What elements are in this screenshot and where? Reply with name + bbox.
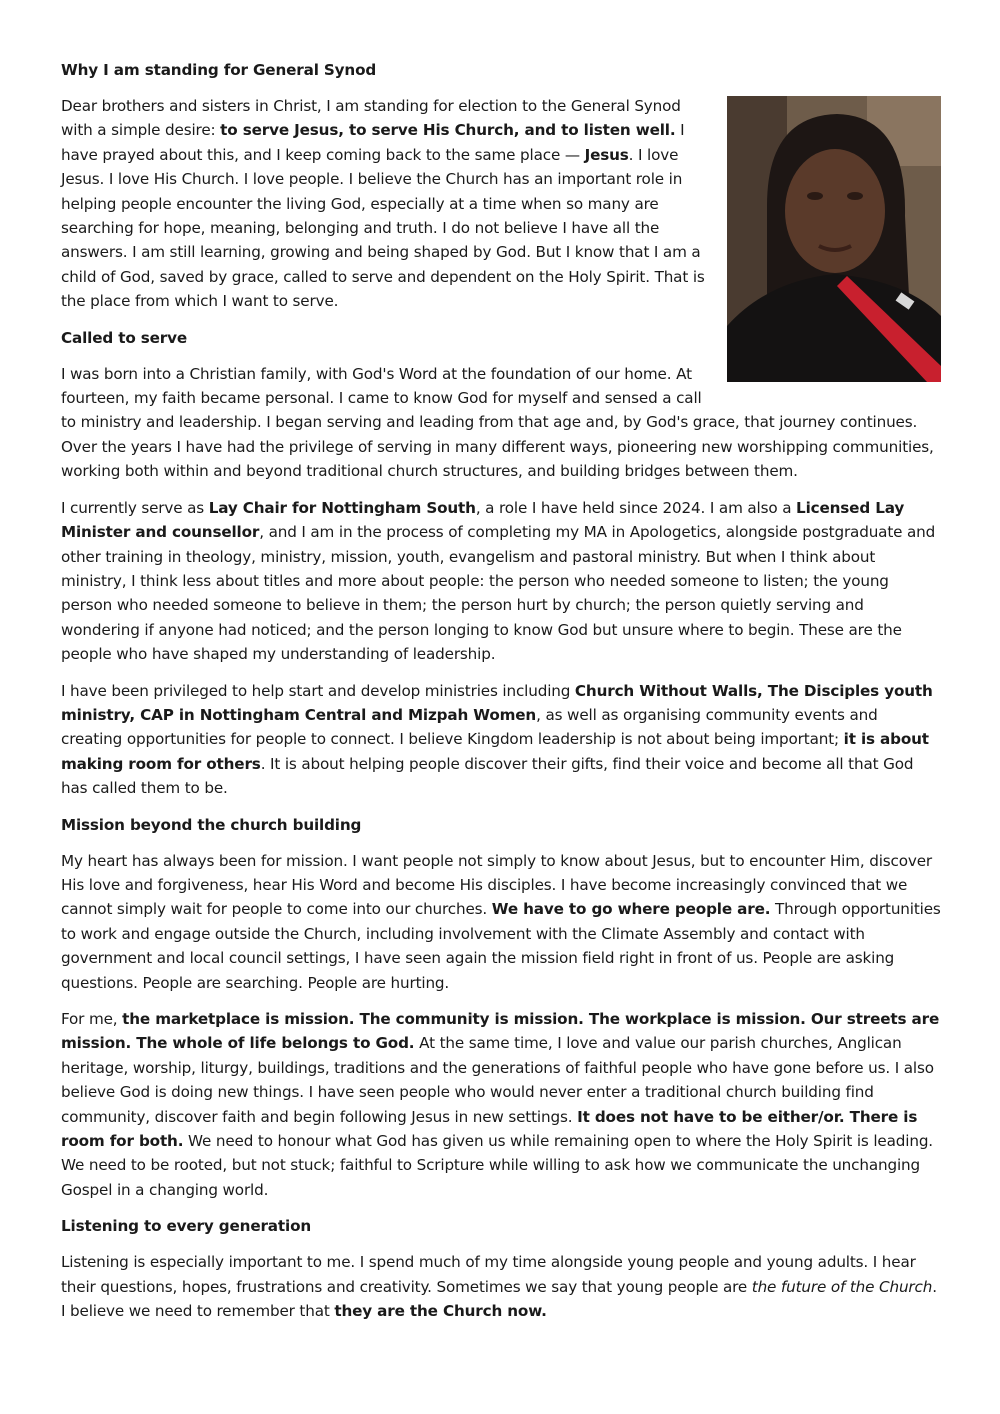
bold-text: Jesus xyxy=(584,145,629,164)
text-run: , a role I have held since 2024. I am also a xyxy=(475,498,797,517)
text-run: , as well as organising community events and creating opportunities for people to connect. I believe Kingdom leadership is not about being important; xyxy=(61,705,878,749)
bold-text: it is about making room for others xyxy=(61,730,929,773)
text-run: . I love Jesus. I love His Church. I love people. I believe the Church has an important role in helping people encounter the living God, especially at a time when so many are searching for hope, meaning, belonging and truth. I do not believe I have all the answers. I am still learning, growing and being shaped by God. But I know that I am a child of God, saved by grace, called to serve and dependent on the Holy Spirit. That is the place from which I want to serve. xyxy=(61,145,705,311)
text-run: For me, xyxy=(61,1010,123,1028)
paragraph xyxy=(61,849,941,995)
text-run: Through opportunities to work and engage outside the Church, including involvement with the Climate Assembly and contact with government and local council settings, I have seen again the mission field right in front of us. People are asking questions. People are searching. People are hurting. xyxy=(61,900,941,992)
candidate-portrait-photo xyxy=(727,96,941,382)
bold-text: It does not have to be either/or. There is room for both. xyxy=(61,1107,918,1151)
text-run: . It is about helping people discover their gifts, find their voice and become all that God has called them to be. xyxy=(61,754,914,798)
section-heading-called-to-serve: Called to serve xyxy=(61,328,188,347)
text-run: Dear brothers and sisters in Christ, I am standing for election to the General Synod with a simple desire: xyxy=(61,97,681,140)
text-run: At the same time, I love and value our parish churches, Anglican heritage, worship, liturgy, buildings, traditions and the generations of faithful people who have gone before us. I also believe God is doing new things. I have seen people who would never enter a traditional church building find community, discover faith and begin following Jesus in new settings. xyxy=(61,1034,934,1126)
text-run: We need to honour what God has given us while remaining open to where the Holy Spirit is leading. We need to be rooted, but not stuck; faithful to Scripture while willing to ask how we communicate the unchanging Gospel in a changing world. xyxy=(61,1132,933,1199)
paragraph xyxy=(61,1007,941,1202)
text-run: I currently serve as xyxy=(61,498,209,517)
bold-text: Lay Chair for Nottingham South xyxy=(208,498,476,517)
bold-text: to serve Jesus, to serve His Church, and to listen well. xyxy=(220,121,676,140)
paragraph xyxy=(61,1250,941,1323)
text-run: I have prayed about this, and I keep coming back to the same place — xyxy=(61,121,685,164)
text-run: I was born into a Christian family, with God's Word at the foundation of our home. At fourteen, my faith became personal. I came to know God for myself and sensed a call to ministry and leadership. I began serving and leading from that age and, by God's grace, that journey continues. Over the years I have had the privilege of serving in many different ways, pioneering new worshipping communities, working both within and beyond traditional church structures, and building bridges between them. xyxy=(61,364,934,481)
bold-text: Licensed Lay Minister and counsellor xyxy=(61,498,905,542)
section-heading-mission: Mission beyond the church building xyxy=(61,815,362,834)
text-run: My heart has always been for mission. I want people not simply to know about Jesus, but to encounter Him, discover His love and forgiveness, hear His Word and become His disciples. I have become increasingly convinced that we cannot simply wait for people to come into our churches. xyxy=(61,851,933,919)
text-run: Listening is especially important to me. I spend much of my time alongside young people and young adults. I hear their questions, hopes, frustrations and creativity. Sometimes we say that young people are xyxy=(61,1253,916,1296)
section-heading-listening: Listening to every generation xyxy=(61,1217,312,1236)
italic-text: the future of the Church xyxy=(751,1277,933,1296)
paragraph xyxy=(61,679,941,801)
text-run: I have been privileged to help start and develop ministries including xyxy=(61,681,575,700)
section-heading-why-standing: Why I am standing for General Synod xyxy=(61,61,377,79)
bold-text: the marketplace is mission. The community is mission. The workplace is mission. Our streets are mission. The whole of life belongs to God. xyxy=(61,1010,940,1053)
text-run: , and I am in the process of completing my MA in Apologetics, alongside postgraduate and other training in theology, ministry, mission, youth, evangelism and pastoral ministry. But when I think about ministry, I think less about titles and more about people: the person who needed someone to listen; the young person who needed someone to believe in them; the person hurt by church; the person quietly serving and wondering if anyone had noticed; and the person longing to know God but unsure where to begin. These are the people who have shaped my understanding of leadership. xyxy=(61,523,936,664)
document-body xyxy=(61,58,941,1335)
paragraph xyxy=(61,496,941,667)
bold-text: Church Without Walls, The Disciples youth ministry, CAP in Nottingham Central and Mizpah Women xyxy=(61,681,933,724)
bold-text: We have to go where people are. xyxy=(491,900,771,919)
bold-text: they are the Church now. xyxy=(334,1302,547,1321)
text-run: . I believe we need to remember that xyxy=(61,1277,937,1321)
